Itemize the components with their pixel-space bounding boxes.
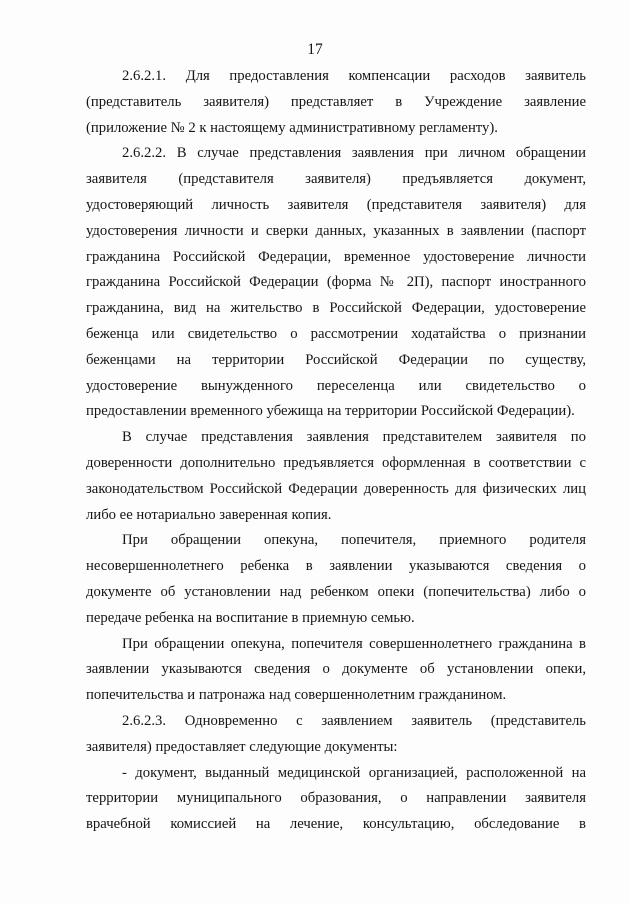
- text-line: При обращении опекуна, попечителя совершеннолетнего гражданина в: [122, 635, 586, 652]
- text-line: документе об установлении над ребенком опеки (попечительства) либо о: [86, 583, 586, 600]
- text-line: либо ее нотариально заверенная копия.: [86, 506, 332, 523]
- text-line: В случае представления заявления представителем заявителя по: [122, 429, 586, 446]
- text-line: территории муниципального образования, о направлении заявителя: [86, 790, 586, 807]
- text-line: гражданина Российской Федерации, временное удостоверение личности: [86, 248, 586, 265]
- text-line: (приложение № 2 к настоящему административному регламенту).: [86, 119, 498, 136]
- text-line: удостоверяющий личность заявителя (представителя заявителя) для: [86, 196, 586, 213]
- paragraph-guardian-minor: [86, 528, 586, 631]
- text-line: удостоверения личности и сверки данных, указанных в заявлении (паспорт: [86, 222, 586, 239]
- document-body: [86, 64, 586, 838]
- text-line: При обращении опекуна, попечителя, приемного родителя: [122, 532, 586, 549]
- text-line: 2.6.2.1. Для предоставления компенсации расходов заявитель: [122, 68, 586, 84]
- text-line: беженца или свидетельство о рассмотрении ходатайства о признании: [86, 325, 586, 342]
- text-line: 2.6.2.3. Одновременно с заявлением заявитель (представитель: [122, 712, 586, 729]
- text-line: врачебной комиссией на лечение, консультацию, обследование в: [86, 816, 586, 833]
- text-line: несовершеннолетнего ребенка в заявлении указываются сведения о: [86, 558, 586, 575]
- text-line: беженцами на территории Российской Федерации по существу,: [86, 351, 586, 368]
- paragraph-guardian-adult: [86, 632, 586, 709]
- text-line: заявителя) предоставляет следующие документы:: [86, 738, 398, 755]
- paragraph-representative: [86, 425, 586, 528]
- text-line: удостоверение вынужденного переселенца или свидетельство о: [86, 377, 586, 394]
- text-line: доверенности дополнительно предъявляется оформленная в соответствии с: [86, 454, 586, 471]
- text-line: - документ, выданный медицинской организацией, расположенной на: [122, 764, 586, 781]
- text-line: передаче ребенка на воспитание в приемную семью.: [86, 609, 415, 626]
- text-line: заявителя (представителя заявителя) предъявляется документ,: [86, 171, 586, 188]
- paragraph-medical-document: [86, 761, 586, 838]
- text-line: законодательством Российской Федерации доверенность для физических лиц: [86, 480, 586, 497]
- text-line: гражданина Российской Федерации (форма № 2П), паспорт иностранного: [86, 274, 586, 291]
- text-line: предоставлении временного убежища на территории Российской Федерации).: [86, 403, 575, 420]
- text-line: попечительства и патронажа над совершеннолетним гражданином.: [86, 687, 507, 704]
- paragraph-2-6-2-2: [86, 141, 586, 425]
- page-number: 17: [307, 41, 323, 58]
- paragraph-2-6-2-3: [86, 709, 586, 761]
- text-line: 2.6.2.2. В случае представления заявления при личном обращении: [122, 145, 586, 162]
- text-line: заявлении указываются сведения о документе об установлении опеки,: [86, 661, 586, 678]
- text-line: гражданина, вид на жительство в Российской Федерации, удостоверение: [86, 300, 586, 317]
- paragraph-2-6-2-1: [86, 64, 586, 141]
- text-line: (представитель заявителя) представляет в Учреждение заявление: [86, 93, 586, 110]
